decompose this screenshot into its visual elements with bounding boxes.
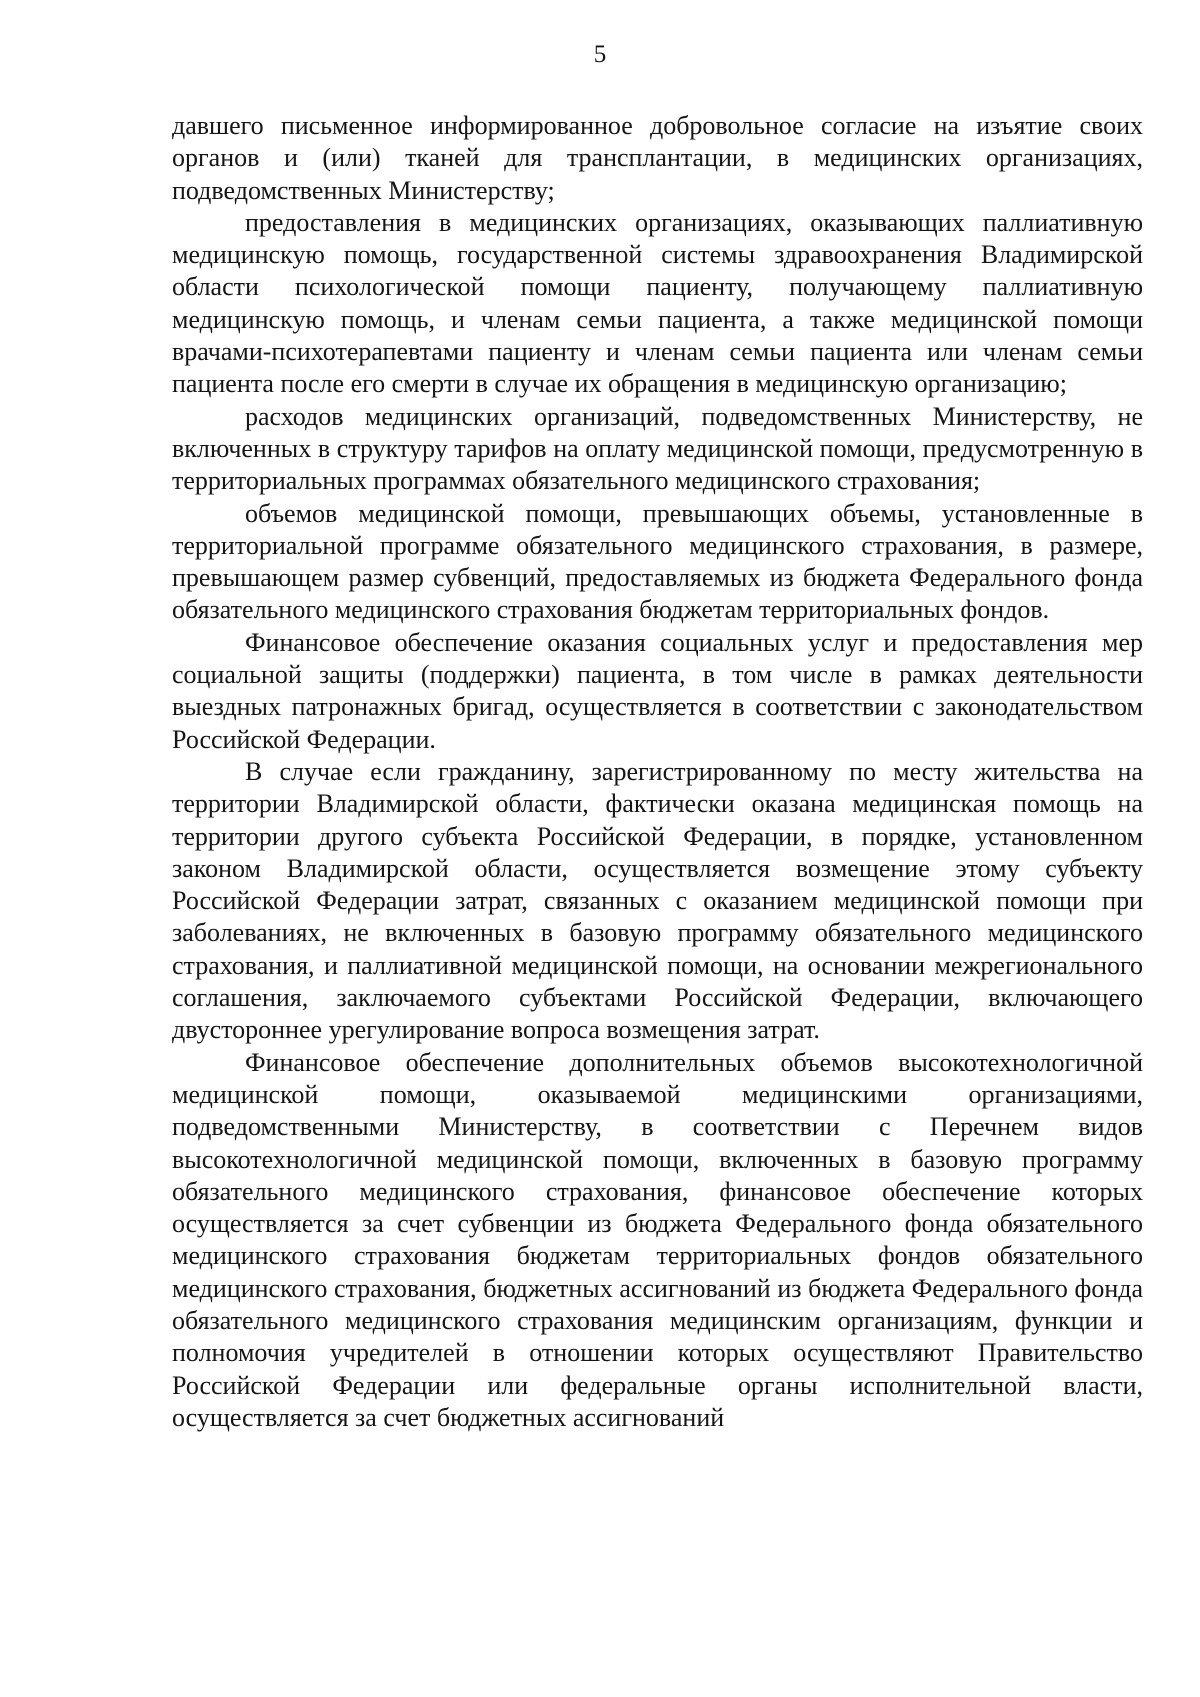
paragraph: расходов медицинских организаций, подведомственных Министерству, не включенных в структуру тарифов на оплату медицинской помощи, предусмотренную в территориальных программах обязательного медицинского страхования; (172, 401, 1143, 496)
paragraph: В случае если гражданину, зарегистрированному по месту жительства на территории Владимирской области, фактически оказана медицинская помощь на территории другого субъекта Российской Федерации, в порядке, установленном законом Владимирской области, осуществляется возмещение этому субъекту Российской Федерации затрат, связанных с оказанием медицинской помощи при заболеваниях, не включенных в базовую программу обязательного медицинского страхования, и паллиативной медицинской помощи, на основании межрегионального соглашения, заключаемого субъектами Российской Федерации, включающего двустороннее урегулирование вопроса возмещения затрат. (172, 756, 1143, 1045)
paragraph: предоставления в медицинских организациях, оказывающих паллиативную медицинскую помощь, государственной системы здравоохранения Владимирской области психологической помощи пациенту, получающему паллиативную медицинскую помощь, и членам семьи пациента, а также медицинской помощи врачами-психотерапевтами пациенту и членам семьи пациента или членам семьи пациента после его смерти в случае их обращения в медицинскую организацию; (172, 207, 1143, 399)
paragraph: давшего письменное информированное добровольное согласие на изъятие своих органов и (или) тканей для трансплантации, в медицинских организациях, подведомственных Министерству; (172, 111, 1143, 205)
page-number: 5 (593, 41, 607, 68)
paragraph: Финансовое обеспечение дополнительных объемов высокотехнологичной медицинской помощи, оказываемой медицинскими организациями, подведомственными Министерству, в соответствии с Перечнем видов высокотехнологичной медицинской помощи, включенных в базовую программу обязательного медицинского страхования, финансовое обеспечение которых осуществляется за счет субвенции из бюджета Федерального фонда обязательного медицинского страхования бюджетам территориальных фондов обязательного медицинского страхования, бюджетных ассигнований из бюджета Федерального фонда обязательного медицинского страхования медицинским организациям, функции и полномочия учредителей в отношении которых осуществляют Правительство Российской Федерации или федеральные органы исполнительной власти, осуществляется за счет бюджетных ассигнований (172, 1047, 1143, 1432)
paragraph: Финансовое обеспечение оказания социальных услуг и предоставления мер социальной защиты (поддержки) пациента, в том числе в рамках деятельности выездных патронажных бригад, осуществляется в соответствии с законодательством Российской Федерации. (172, 627, 1143, 754)
document-body (172, 110, 1143, 1434)
paragraph: объемов медицинской помощи, превышающих объемы, установленные в территориальной программе обязательного медицинского страхования, в размере, превышающем размер субвенций, предоставляемых из бюджета Федерального фонда обязательного медицинского страхования бюджетам территориальных фондов. (172, 498, 1143, 625)
